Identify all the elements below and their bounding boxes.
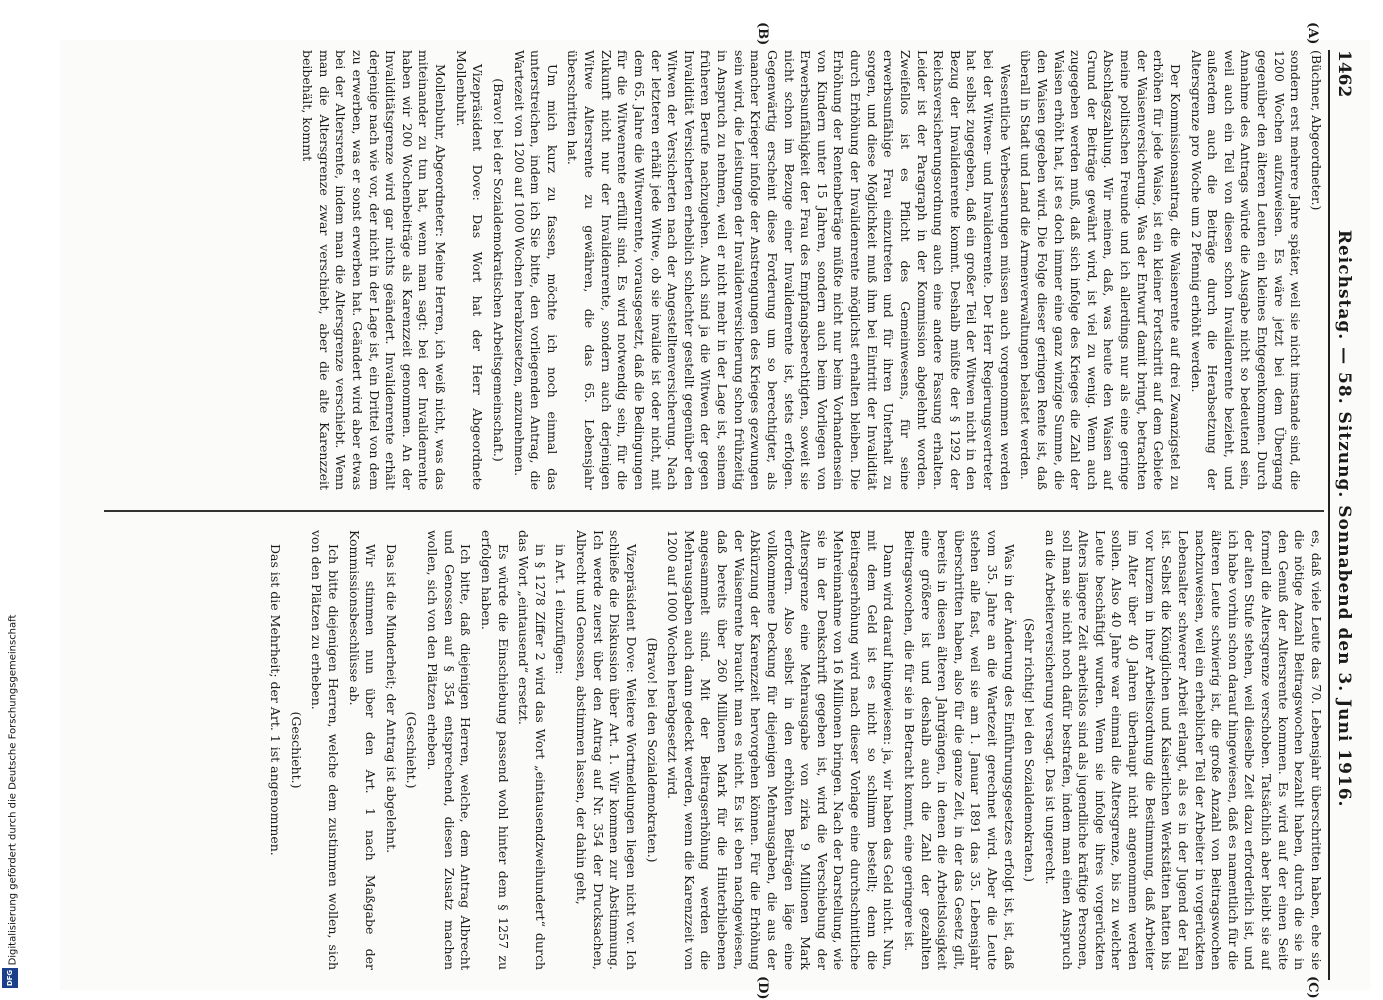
column-divider bbox=[104, 510, 1324, 512]
speaker-tag: (Büchner, Abgeordneter.) bbox=[1309, 50, 1324, 211]
applause-note: (Sehr richtig! bei den Sozialdemokraten.) bbox=[1022, 618, 1038, 882]
paragraph: in Art. 1 einzufügen: bbox=[553, 544, 569, 675]
left-column bbox=[74, 50, 1324, 490]
paragraph: Wesentliche Verbesserungen müssen auch vorgenommen werden bei der Witwen- und Invalidenrente. Der Herr Regierungsvertreter hat selbst zugegeben, daß ein großer Teil der Witwen nicht in den Bezug der Invalidenrente kommt. Deshalb müßte der § 1292 der Reichsversicherungsordnung auch eine andere Fassung erhalten. Leider ist der Paragraph in der Kommission abgelehnt worden. Zweifellos ist es Pflicht des Gemeinwesens, für seine erwerbsunfähige Frau einzutreten und für ihren Unterhalt zu sorgen, und diese Möglichkeit muß ihm bei Eintritt der Invalidität durch Erhöhung der Invalidenrente möglichst erhalten bleiben. Die Erhöhung der Rentenbeträge müßte nicht nur beim Vorhandensein von Kindern unter 15 Jahren, sondern auch beim Vorliegen von Erwerbsunfähigkeit der Frau des Empfangsberechtigten, soweit sie nicht schon im Bezuge einer Invalidenrente ist, stets erfolgen. Gegenwärtig erscheint diese Forderung um so berechtigter, als mancher Krieger infolge der Anstrengungen des Krieges gezwungen sein wird, die Leistungen der Invalidenversicherung schon frühzeitig in Anspruch zu nehmen, weil er nicht mehr in der Lage ist, seinem früheren Berufe nachzugehen. Auch sind ja die Witwen der gegen Invalidität Versicherten erheblich schlechter gestellt gegenüber den Witwen der Versicherten nach der Angestelltenversicherung. Nach der letzteren erhält jede Witwe, ob sie invalide ist oder nicht, mit dem 65. Jahre die Witwenrente, vorausgesetzt, daß die Bedingungen für die Witwenrente erfüllt sind. Es wird notwendig sein, für die Zukunft nicht nur der Invalidenrente, sondern auch derjenigen Witwe Altersrente zu gewähren, die das 65. Lebensjahr überschritten hat. bbox=[565, 50, 1013, 490]
margin-mark-c: (C) bbox=[1305, 976, 1320, 999]
paragraph: Dann wird darauf hingewiesen: ja, wir haben das Geld nicht. Nun, mit dem Geld ist es nicht so schlimm bestellt; denn die Beitragserhöhung wird nach dieser Vorlage eine durchschnittliche Mehreinnahme von 16 Millionen bringen. Nach der Darstellung, wie sie in der Denkschrift gegeben ist, wird die Verschiebung der Altersgrenze eine Mehrausgabe von zirka 9 Millionen Mark erfordern. Also selbst in den erhöhten Beiträgen läge eine vollkommene Deckung für diejenigen Mehrausgaben, die aus der Abkürzung der Karenzzeit hervorgehen können. Für die Erhöhung der Waisenrente braucht man es nicht. Es ist eben nachgewiesen, daß bereits über 260 Millionen Mark für die Hinterbliebenen angesammelt sind. Mit der Beitragserhöhung werden die Mehrausgaben auch dann gedeckt werden, wenn die Karenzzeit von 1200 auf 1000 Wochen herabgesetzt wird. bbox=[665, 530, 897, 970]
paragraph: es, daß viele Leute das 70. Lebensjahr überschritten haben, ehe sie die nötige Anzahl Beitragswochen bezahlt haben, durch die sie in den Genuß der Altersrente kommen. Es wird auf der einen Seite formell die Altersgrenze verschoben. Tatsächlich aber bleibt sie auf der alten Stufe stehen, weil dieselbe Zeit dazu erforderlich ist, und ich habe vorhin schon darauf hingewiesen, daß es namentlich für die älteren Leute schwierig ist, die große Anzahl von Beitragswochen nachzuweisen, weil ein erheblicher Teil der Arbeiter in vorgerückten Lebensalter schwerer Arbeit erlangt, als es in der Jugend der Fall ist. Selbst die Königlichen und Kaiserlichen Werkstätten hatten bis vor kurzem in ihrer Arbeitsordnung die Bestimmung, daß Arbeiter im Alter über 40 Jahren überhaupt nicht angenommen werden sollen. Also 40 Jahre war einmal die Altersgrenze, bis zu welcher Leute beschäftigt wurden. Wenn sie infolge ihres vorgerückten Alters längere Zeit arbeitslos sind als jugendliche kräftige Personen, soll man sie nicht noch dafür bestrafen, indem man einen Anspruch an die Arbeiterversicherung versagt. Das ist ungerecht. bbox=[1043, 530, 1324, 970]
dfg-logo-text: DFG bbox=[6, 969, 14, 987]
rotated-page-content bbox=[60, 22, 1370, 1000]
applause-note: (Bravo! bei den Sozialdemokraten.) bbox=[644, 637, 660, 863]
paragraph: Der Kommissionsantrag, die Waisenrente auf drei Zwanzigstel zu erhöhen für jede Waise, ist ein kleiner Fortschritt auf dem Gebiete der Waisenversicherung. Was der Entwurf damit bringt, betrachten meine politischen Freunde und ich allerdings nur als eine geringe Abschlagszahlung. Wir meinen, daß, was heute den Waisen auf Grund der Beiträge gewährt wird, ist viel zu wenig. Wenn auch zugegeben werden muß, daß sich infolge des Krieges die Zahl der Waisen erhöht hat, ist es doch immer eine ganz winzige Summe, die den Waisen gegeben wird. Die Folge dieser geringen Rente ist, daß überall in Stadt und Land die Armenverwaltungen belastet werden. bbox=[1018, 50, 1183, 490]
paragraph: Um mich kurz zu fassen, möchte ich noch einmal das unterstreichen, indem ich Sie bitte, den vorliegenden Antrag, die Wartezeit von 1200 auf 1000 Wochen herabzusetzen, anzunehmen. bbox=[511, 50, 560, 490]
interjection: (Geschieht.) bbox=[288, 711, 304, 789]
dfg-logo bbox=[2, 968, 18, 988]
paragraph: Das ist die Mehrheit; der Art. 1 ist angenommen. bbox=[268, 544, 284, 856]
funding-note bbox=[6, 590, 20, 990]
margin-mark-d: (D) bbox=[755, 976, 770, 1000]
scanned-page bbox=[60, 22, 1370, 1000]
page-title: Reichstag. — 58. Sitzung. Sonnabend den 3. Juni 1916. bbox=[1334, 229, 1354, 808]
paragraph: Wir stimmen nun über den Art. 1 nach Maßgabe der Kommissionsbeschlüsse ab. bbox=[346, 530, 379, 970]
page-number: 1462 bbox=[1334, 50, 1354, 98]
applause-note: (Bravo! bei der Sozialdemokratischen Arbeitsgemeinschaft.) bbox=[491, 78, 506, 462]
paragraph: Was in der Änderung des Einführungsgesetzes erfolgt ist, ist, daß vom 35. Jahre an die Wartezeit gerechnet wird. Aber die Leute stehen alle fast, weil sie am 1. Januar 1891 das 35. Lebensjahr überschritten haben, also für die ganze Zeit, in der das Gesetz gilt, bereits in diesen älteren Jahrgängen, in denen die Arbeitslosigkeit eine größere ist und deshalb auch die Zahl der gezahlten Beitragswochen, die für sie in Betracht kommt, eine geringere ist. bbox=[902, 530, 1017, 970]
margin-mark-b: (B) bbox=[755, 22, 770, 46]
funding-note-text: Digitalisierung gefördert durch die Deutsche Forschungsgemeinschaft bbox=[7, 614, 19, 966]
paragraph: Mollenbuhr, Abgeordneter: Meine Herren, ich weiß nicht, was das miteinander zu tun hat, wenn man sagt: bei der Invalidenrente haben wir 200 Wochenbeiträge als Karenzzeit genommen. An der Invaliditätsgrenze wird gar nichts geändert. Invalidenrente erhält derjenige nach wie vor, der nicht in der Lage ist, ein Drittel von dem zu erwerben, was er sonst erwerben hat. Geändert wird aber etwas bei der Altersrente, indem man die Altersgrenze verschiebt. Wenn man die Altersgrenze zwar verschiebt, aber die alte Karenzzeit beibehält, kommt bbox=[300, 50, 449, 490]
paragraph: Das ist die Minderheit; der Antrag ist abgelehnt. bbox=[383, 544, 399, 854]
paragraph: in § 1278 Ziffer 2 wird das Wort „eintausendzweihundert“ durch das Wort „eintausend“ ersetzt. bbox=[516, 530, 548, 970]
page-header bbox=[1328, 50, 1364, 980]
paragraph: Vizepräsident Dove: Das Wort hat der Herr Abgeordnete Mollenbuhr. bbox=[453, 50, 486, 490]
paragraph: Es würde die Einschiebung passend wohl hinter dem § 1257 zu erfolgen haben. bbox=[479, 530, 511, 970]
paragraph: sondern erst mehrere Jahre später, weil sie nicht imstande sind, die 1200 Wochen aufzuweisen. Es wäre jetzt bei dem Übergang gegenüber den älteren Leuten ein kleines Entgegenkommen. Durch Annahme des Antrags würde die Ausgabe nicht so bedeutend sein, weil auch ein Teil von diesen schon Invalidenrente bezieht, und außerdem auch die Beiträge durch die Herabsetzung der Altersgrenze pro Woche um 2 Pfennig erhöht werden. bbox=[1188, 50, 1304, 490]
paragraph: Vizepräsident Dove: Weitere Wortmeldungen liegen nicht vor. Ich schließe die Diskussion über Art. 1. Wir kommen zur Abstimmung. Ich werde zuerst über den Antrag auf Nr. 354 der Drucksachen, Albrecht und Genossen, abstimmen lassen, der dahin geht, bbox=[574, 530, 639, 970]
paragraph: Ich bitte, daß diejenigen Herren, welche, dem Antrag Albrecht und Genossen auf § 354 entsprechend, diesen Zusatz machen wollen, sich von den Plätzen erheben. bbox=[425, 530, 474, 970]
right-column bbox=[74, 530, 1324, 970]
margin-mark-a: (A) bbox=[1305, 22, 1320, 45]
interjection: (Geschieht.) bbox=[404, 711, 420, 789]
paragraph: Ich bitte diejenigen Herren, welche dem zustimmen wollen, sich von den Plätzen zu erheben. bbox=[309, 530, 341, 970]
